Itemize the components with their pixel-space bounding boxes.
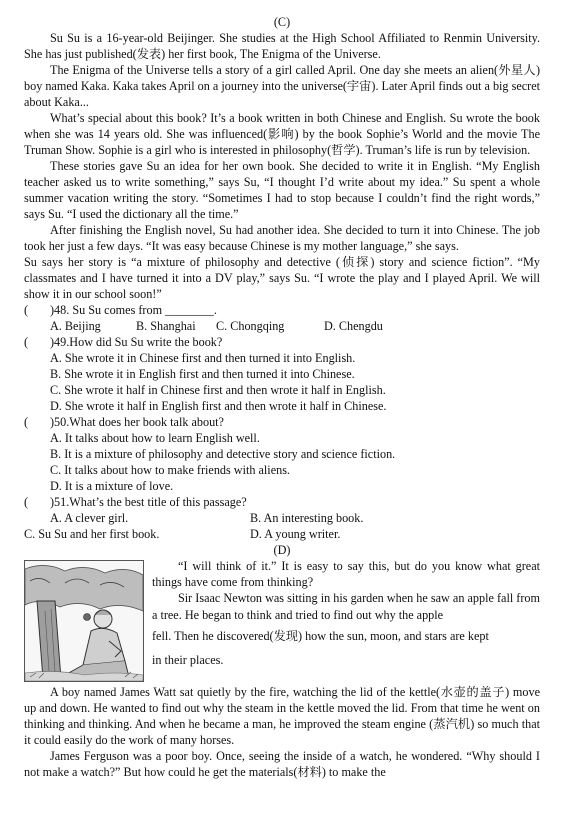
option-d: D. She wrote it half in English first and then wrote it half in Chinese. (50, 399, 387, 413)
passage-d-paragraph-1: “I will think of it.” It is easy to say this, but do you know what great things have come from thinking? (152, 559, 540, 589)
question-51 (24, 494, 540, 510)
question-stem: )51.What’s the best title of this passage? (50, 495, 247, 509)
section-d-label: (D) (273, 543, 291, 557)
option-b: B. Shanghai (136, 319, 196, 333)
question-51-options-row-2 (24, 526, 540, 542)
passage-d (24, 558, 540, 780)
answer-blank[interactable]: ( (24, 415, 29, 429)
option-a: A. A clever girl. (50, 511, 129, 525)
worksheet-page (24, 14, 540, 780)
option-a: A. Beijing (50, 319, 101, 333)
passage-d-paragraph-2c: in their places. (152, 653, 224, 667)
option-b: B. An interesting book. (250, 511, 364, 525)
question-51-options-row-1 (24, 510, 540, 526)
question-48-options (24, 318, 540, 334)
passage-c-paragraph-5: After finishing the English novel, Su had another idea. She decided to turn it into Chinese. The job took her just a few days. “It was easy because Chinese is my mother language,” she says. (24, 223, 540, 253)
option-c: C. She wrote it half in Chinese first and then wrote it half in English. (50, 383, 386, 397)
question-stem: )49.How did Su Su write the book? (50, 335, 223, 349)
answer-blank[interactable]: ( (24, 495, 29, 509)
section-c-label: (C) (273, 15, 291, 29)
newton-under-tree-illustration (24, 560, 144, 682)
option-d: D. A young writer. (250, 527, 341, 541)
option-b: B. She wrote it in English first and then turned it into Chinese. (50, 367, 355, 381)
option-c: C. It talks about how to make friends with aliens. (50, 463, 290, 477)
passage-c-paragraph-1: Su Su is a 16-year-old Beijinger. She studies at the High School Affiliated to Renmin University. She has just published(发表) her first book, The Enigma of the Universe. (24, 31, 540, 61)
option-d: D. It is a mixture of love. (50, 479, 174, 493)
passage-d-paragraph-2a: Sir Isaac Newton was sitting in his garden when he saw an apple fall from a tree. He began to think and tried to find out why the apple (152, 591, 540, 622)
option-a: A. It talks about how to learn English well. (50, 431, 260, 445)
option-c: C. Chongqing (216, 319, 285, 333)
passage-c-paragraph-3: What’s special about this book? It’s a book written in both Chinese and English. Su wrote the book when she was 14 years old. She was influenced(影响) by the book Sophie’s World and the movie The Truman Show. Sophie is a girl who is interested in philosophy(哲学). Truman’s life is run by television. (24, 111, 540, 157)
passage-c-paragraph-4: These stories gave Su an idea for her own book. She decided to write it in English. “My English teacher asked us to write something,” says Su, “I thought I’d write about my idea.” Su spent a whole summer vacation writing the story. “Sometimes I had to stop because I couldn’t find the right words,” says Su. “I used the dictionary all the time.” (24, 159, 540, 221)
newton-tree-icon (25, 561, 143, 681)
passage-d-paragraph-3: A boy named James Watt sat quietly by the fire, watching the lid of the kettle(水壶的盖子) move up and down. He wanted to find out why the steam in the kettle moved the lid. From that time he went on thinking and thinking. And when he became a man, he improved the steam engine (蒸汽机) so much that it could easily do the work of many horses. (24, 685, 540, 747)
passage-c-paragraph-6: Su says her story is “a mixture of philosophy and detective (侦探) story and science fiction”. “My classmates and I have turned it into a DV play,” says Su. “I wrote the play and I played April. We will show it in our school soon!” (24, 255, 540, 301)
passage-d-paragraph-2b: fell. Then he discovered(发现) how the sun, moon, and stars are kept (152, 629, 489, 643)
passage-d-paragraph-4: James Ferguson was a poor boy. Once, seeing the inside of a watch, he wondered. “Why should I not make a watch?” But how could he get the materials(材料) to make the (24, 749, 540, 779)
passage-c-paragraph-2: The Enigma of the Universe tells a story of a girl called April. One day she meets an alien(外星人) boy named Kaka. Kaka takes April on a journey into the universe(宇宙). Later April finds out a big secret about Kaka... (24, 63, 540, 109)
answer-blank[interactable]: ( (24, 303, 29, 317)
option-c: C. Su Su and her first book. (24, 527, 160, 541)
question-stem: )50.What does her book talk about? (50, 415, 224, 429)
question-49 (24, 334, 540, 350)
option-d: D. Chengdu (324, 319, 383, 333)
answer-blank[interactable]: ( (24, 335, 29, 349)
question-48 (24, 302, 540, 318)
question-50 (24, 414, 540, 430)
option-a: A. She wrote it in Chinese first and then turned it into English. (50, 351, 356, 365)
question-stem: )48. Su Su comes from ________. (50, 303, 217, 317)
option-b: B. It is a mixture of philosophy and detective story and science fiction. (50, 447, 396, 461)
